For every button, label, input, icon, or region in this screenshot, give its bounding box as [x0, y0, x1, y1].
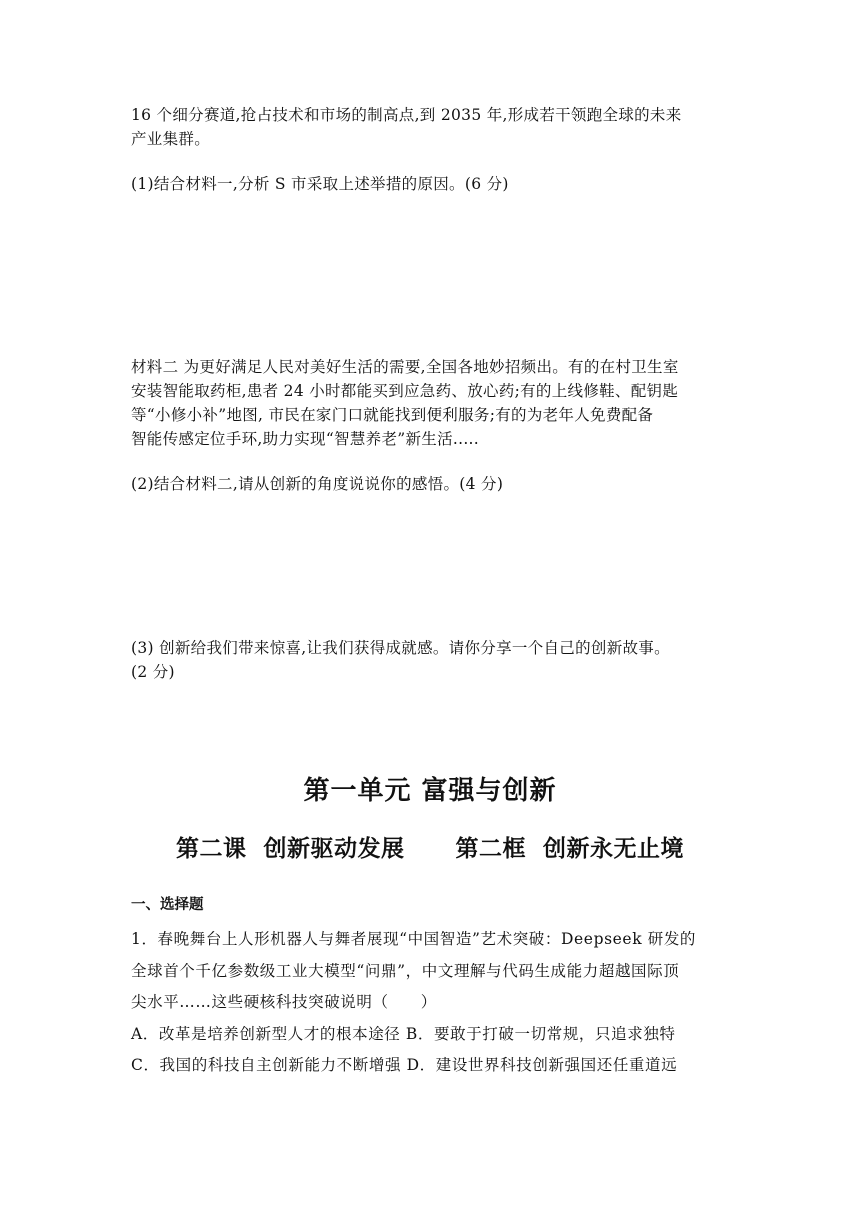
lesson-title: 第二课 创新驱动发展 第二框 创新永无止境: [175, 836, 685, 862]
question-3: [131, 636, 731, 684]
mcq-question-1: [131, 924, 741, 1082]
section-heading: 一、选择题: [131, 897, 204, 913]
material-two-line: 等“小修小补”地图, 市民在家门口就能找到便利服务;有的为老年人免费配备: [131, 406, 654, 424]
mcq-stem-line: 1．春晚舞台上人形机器人与舞者展现“中国智造”艺术突破：Deepseek 研发的: [131, 930, 697, 948]
unit-title: 第一单元 富强与创新: [303, 776, 557, 806]
mcq-stem-line: 尖水平……这些硬核科技突破说明（ ）: [131, 993, 437, 1011]
question-1: [131, 172, 731, 196]
material-two-line: 安装智能取药柜,患者 24 小时都能买到应急药、放心药;有的上线修鞋、配钥匙: [131, 382, 679, 400]
material-one-tail: [131, 103, 731, 151]
material-one-line: 产业集群。: [131, 130, 211, 148]
question-3-line: (3) 创新给我们带来惊喜,让我们获得成就感。请你分享一个自己的创新故事。: [131, 639, 670, 657]
material-two-line: 智能传感定位手环,助力实现“智慧养老”新生活.....: [131, 430, 480, 448]
material-two: [131, 355, 731, 451]
mcq-option-line: C．我国的科技自主创新能力不断增强 D．建设世界科技创新强国还任重道远: [131, 1056, 678, 1074]
material-one-line: 16 个细分赛道,抢占技术和市场的制高点,到 2035 年,形成若干领跑全球的未来: [131, 106, 682, 124]
material-two-line: 材料二 为更好满足人民对美好生活的需要,全国各地妙招频出。有的在村卫生室: [131, 358, 679, 376]
question-1-text: (1)结合材料一,分析 S 市采取上述举措的原因。(6 分): [131, 175, 509, 193]
mcq-option-line: A．改革是培养创新型人才的根本途径 B．要敢于打破一切常规，只追求独特: [131, 1024, 676, 1043]
question-2-text: (2)结合材料二,请从创新的角度说说你的感悟。(4 分): [131, 475, 504, 493]
question-3-line: (2 分): [131, 663, 175, 681]
question-2: [131, 472, 731, 496]
mcq-stem-line: 全球首个千亿参数级工业大模型“问鼎”，中文理解与代码生成能力超越国际顶: [131, 961, 680, 980]
